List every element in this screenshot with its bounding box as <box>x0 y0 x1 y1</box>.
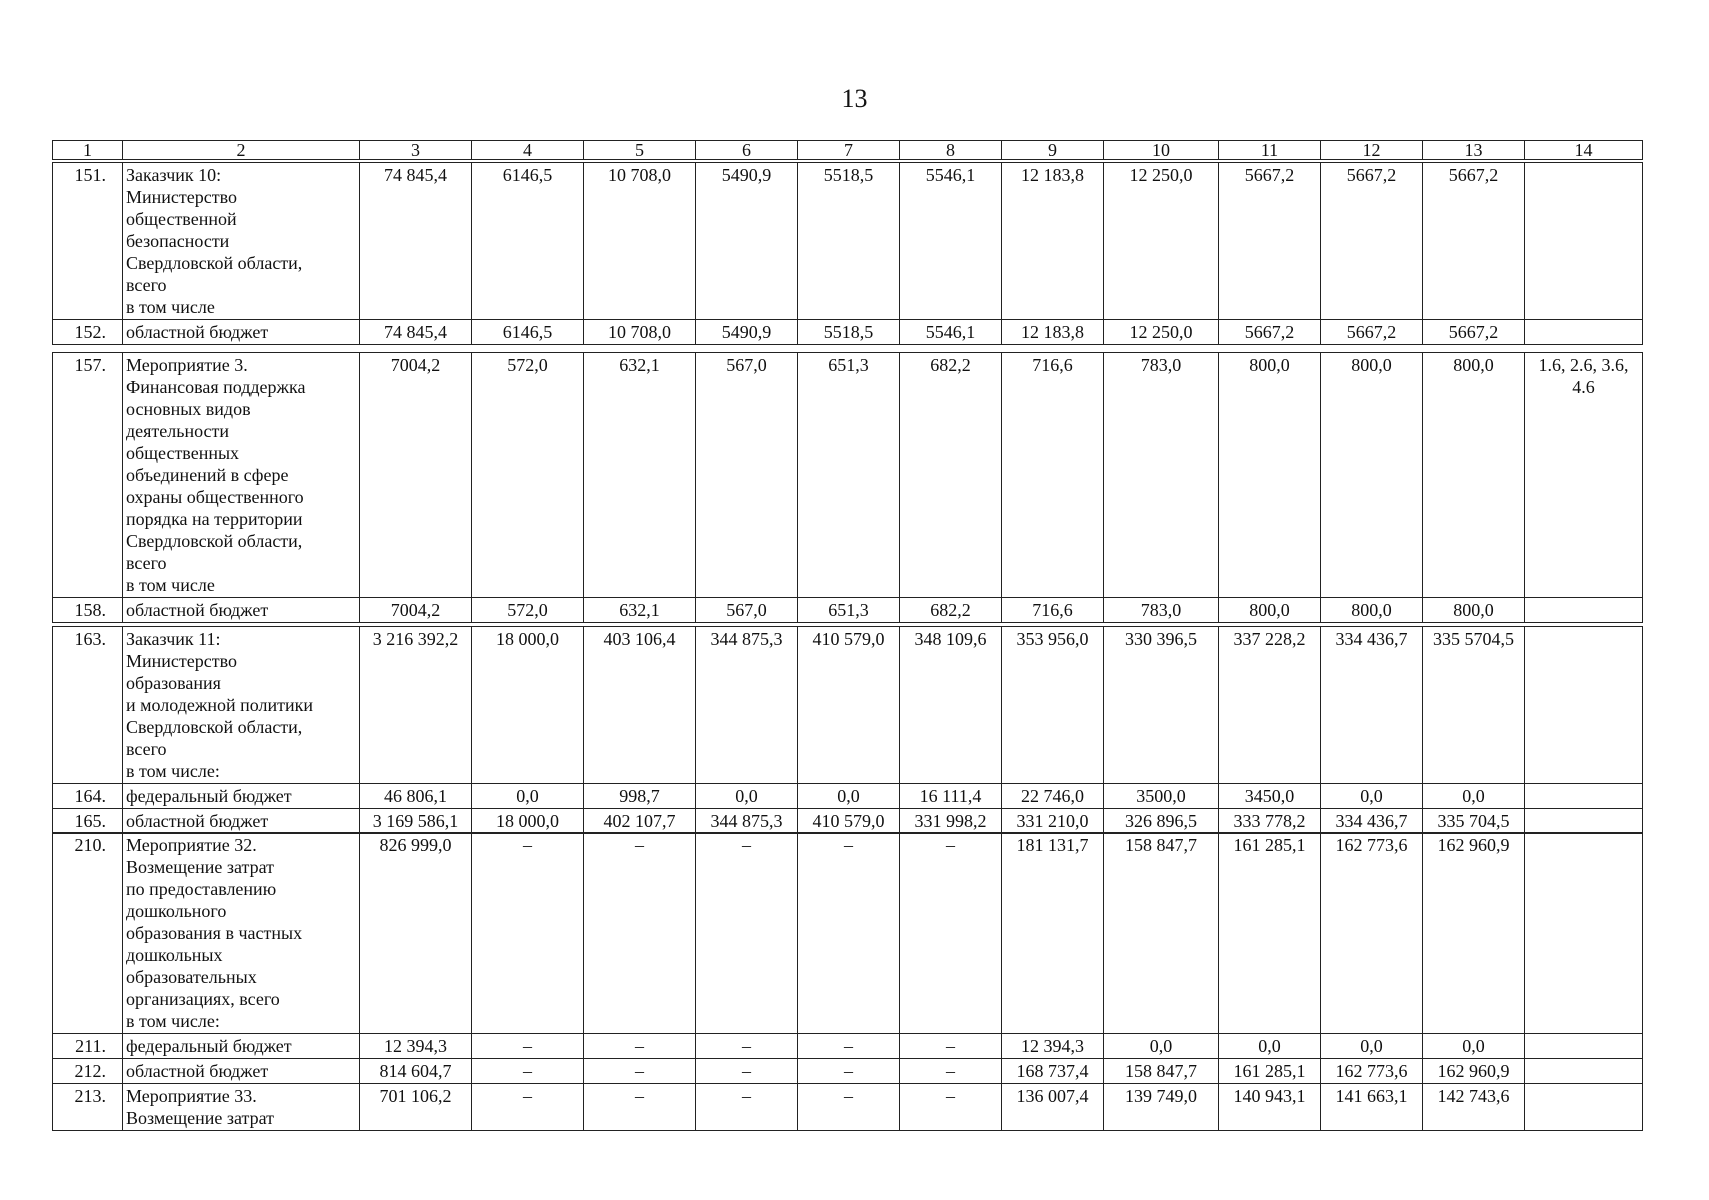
description-line: областной бюджет <box>126 322 269 342</box>
value-cell: 353 956,0 <box>1002 627 1104 784</box>
description-line: образования <box>126 673 221 693</box>
page-number: 13 <box>841 84 868 113</box>
value-cell: 0,0 <box>798 784 900 809</box>
table-row <box>53 627 1643 784</box>
description-line: в том числе <box>126 297 215 317</box>
value-cell: 330 396,5 <box>1104 627 1219 784</box>
value-cell: – <box>584 833 696 1034</box>
description-line: Заказчик 11: <box>126 629 221 649</box>
value-cell: 632,1 <box>584 598 696 623</box>
description-line: дошкольных <box>126 945 223 965</box>
value-cell: 161 285,1 <box>1219 1059 1321 1084</box>
column-number-header: 13 <box>1423 141 1525 160</box>
value-cell: 158 847,7 <box>1104 833 1219 1034</box>
column-number-header: 11 <box>1219 141 1321 160</box>
description-line: всего <box>126 275 167 295</box>
row-number: 213. <box>53 1084 123 1131</box>
description-line: всего <box>126 739 167 759</box>
column-number-header: 14 <box>1525 141 1643 160</box>
value-cell: 344 875,3 <box>696 627 798 784</box>
value-cell: 783,0 <box>1104 598 1219 623</box>
value-cell: 0,0 <box>1219 1034 1321 1059</box>
table-row <box>53 833 1643 1034</box>
target-indicators-cell: 1.6, 2.6, 3.6, 4.6 <box>1525 353 1643 598</box>
target-indicators-cell <box>1525 833 1643 1034</box>
value-cell: 335 704,5 <box>1423 809 1525 834</box>
description-line: объединений в сфере <box>126 465 289 485</box>
description-line: Мероприятие 32. <box>126 835 257 855</box>
description-line: Возмещение затрат <box>126 857 274 877</box>
row-description <box>123 833 360 1034</box>
description-line: охраны общественного <box>126 487 304 507</box>
description-line: общественной <box>126 209 237 229</box>
value-cell: 18 000,0 <box>472 627 584 784</box>
value-cell: 6146,5 <box>472 163 584 320</box>
row-description <box>123 1084 360 1131</box>
value-cell: 651,3 <box>798 353 900 598</box>
row-number: 212. <box>53 1059 123 1084</box>
value-cell: 136 007,4 <box>1002 1084 1104 1131</box>
value-cell: 10 708,0 <box>584 163 696 320</box>
value-cell: 800,0 <box>1423 353 1525 598</box>
value-cell: 5667,2 <box>1423 320 1525 345</box>
value-cell: 18 000,0 <box>472 809 584 834</box>
row-number: 164. <box>53 784 123 809</box>
value-cell: – <box>900 1059 1002 1084</box>
table-row <box>53 598 1643 623</box>
value-cell: 326 896,5 <box>1104 809 1219 834</box>
value-cell: 572,0 <box>472 598 584 623</box>
table-row <box>53 1059 1643 1084</box>
value-cell: 334 436,7 <box>1321 627 1423 784</box>
target-indicators-cell <box>1525 809 1643 834</box>
value-cell: 46 806,1 <box>360 784 472 809</box>
value-cell: 5667,2 <box>1219 163 1321 320</box>
value-cell: – <box>472 833 584 1034</box>
value-cell: 5546,1 <box>900 163 1002 320</box>
value-cell: 632,1 <box>584 353 696 598</box>
description-line: в том числе: <box>126 761 220 781</box>
value-cell: 800,0 <box>1321 598 1423 623</box>
value-cell: – <box>798 833 900 1034</box>
column-number-header: 1 <box>53 141 123 160</box>
value-cell: 10 708,0 <box>584 320 696 345</box>
description-line: порядка на территории <box>126 509 303 529</box>
table-row <box>53 809 1643 834</box>
value-cell: – <box>696 1084 798 1131</box>
value-cell: 701 106,2 <box>360 1084 472 1131</box>
value-cell: 337 228,2 <box>1219 627 1321 784</box>
table-block <box>52 352 1643 623</box>
table-row <box>53 1084 1643 1131</box>
row-description <box>123 598 360 623</box>
table-row <box>53 784 1643 809</box>
value-cell: – <box>472 1034 584 1059</box>
value-cell: 403 106,4 <box>584 627 696 784</box>
value-cell: 800,0 <box>1321 353 1423 598</box>
row-number: 157. <box>53 353 123 598</box>
table-block <box>52 832 1643 1131</box>
value-cell: 567,0 <box>696 353 798 598</box>
description-line: и молодежной политики <box>126 695 313 715</box>
row-number: 210. <box>53 833 123 1034</box>
value-cell: 716,6 <box>1002 598 1104 623</box>
value-cell: 335 5704,5 <box>1423 627 1525 784</box>
table-block <box>52 626 1643 834</box>
value-cell: 3500,0 <box>1104 784 1219 809</box>
column-number-header: 4 <box>472 141 584 160</box>
description-line: образования в частных <box>126 923 303 943</box>
value-cell: – <box>798 1059 900 1084</box>
value-cell: 3 216 392,2 <box>360 627 472 784</box>
table-row <box>53 353 1643 598</box>
value-cell: 142 743,6 <box>1423 1084 1525 1131</box>
value-cell: – <box>900 833 1002 1034</box>
value-cell: 344 875,3 <box>696 809 798 834</box>
description-line: Финансовая поддержка <box>126 377 306 397</box>
value-cell: – <box>798 1034 900 1059</box>
target-indicators-cell <box>1525 627 1643 784</box>
value-cell: 5667,2 <box>1423 163 1525 320</box>
value-cell: 331 210,0 <box>1002 809 1104 834</box>
value-cell: 74 845,4 <box>360 163 472 320</box>
description-line: областной бюджет <box>126 811 269 831</box>
value-cell: 12 394,3 <box>1002 1034 1104 1059</box>
value-cell: 800,0 <box>1423 598 1525 623</box>
value-cell: 0,0 <box>472 784 584 809</box>
row-description <box>123 1059 360 1084</box>
header-row-table <box>52 140 1643 160</box>
value-cell: 12 250,0 <box>1104 320 1219 345</box>
value-cell: 651,3 <box>798 598 900 623</box>
target-indicators-cell <box>1525 1034 1643 1059</box>
value-cell: 410 579,0 <box>798 627 900 784</box>
row-description <box>123 1034 360 1059</box>
description-line: областной бюджет <box>126 1061 269 1081</box>
value-cell: 800,0 <box>1219 598 1321 623</box>
table-row <box>53 320 1643 345</box>
value-cell: 5667,2 <box>1321 163 1423 320</box>
value-cell: – <box>900 1034 1002 1059</box>
row-number: 165. <box>53 809 123 834</box>
value-cell: 5490,9 <box>696 320 798 345</box>
value-cell: 12 394,3 <box>360 1034 472 1059</box>
value-cell: 5667,2 <box>1321 320 1423 345</box>
value-cell: 12 250,0 <box>1104 163 1219 320</box>
description-line: основных видов <box>126 399 251 419</box>
value-cell: – <box>696 1059 798 1084</box>
value-cell: 5546,1 <box>900 320 1002 345</box>
value-cell: 0,0 <box>1321 784 1423 809</box>
value-cell: 998,7 <box>584 784 696 809</box>
column-number-header: 3 <box>360 141 472 160</box>
description-line: Министерство <box>126 651 237 671</box>
value-cell: 5490,9 <box>696 163 798 320</box>
target-indicators-cell <box>1525 320 1643 345</box>
row-number: 151. <box>53 163 123 320</box>
row-description <box>123 627 360 784</box>
description-line: областной бюджет <box>126 600 269 620</box>
value-cell: 139 749,0 <box>1104 1084 1219 1131</box>
value-cell: 12 183,8 <box>1002 320 1104 345</box>
value-cell: 181 131,7 <box>1002 833 1104 1034</box>
value-cell: 74 845,4 <box>360 320 472 345</box>
value-cell: 16 111,4 <box>900 784 1002 809</box>
row-description <box>123 353 360 598</box>
column-number-header: 12 <box>1321 141 1423 160</box>
value-cell: – <box>584 1059 696 1084</box>
description-line: Заказчик 10: <box>126 165 222 185</box>
column-number-header: 10 <box>1104 141 1219 160</box>
description-line: федеральный бюджет <box>126 786 292 806</box>
description-line: Министерство <box>126 187 237 207</box>
value-cell: 168 737,4 <box>1002 1059 1104 1084</box>
value-cell: 162 773,6 <box>1321 833 1423 1034</box>
table-row <box>53 1034 1643 1059</box>
description-line: деятельности <box>126 421 230 441</box>
value-cell: 567,0 <box>696 598 798 623</box>
value-cell: 331 998,2 <box>900 809 1002 834</box>
description-line: дошкольного <box>126 901 227 921</box>
column-number-header: 7 <box>798 141 900 160</box>
value-cell: 783,0 <box>1104 353 1219 598</box>
value-cell: 0,0 <box>1321 1034 1423 1059</box>
header-row <box>53 141 1643 160</box>
description-line: Свердловской области, <box>126 717 303 737</box>
value-cell: – <box>584 1034 696 1059</box>
value-cell: 814 604,7 <box>360 1059 472 1084</box>
value-cell: 0,0 <box>696 784 798 809</box>
description-line: всего <box>126 553 167 573</box>
column-number-header: 6 <box>696 141 798 160</box>
row-description <box>123 784 360 809</box>
description-line: федеральный бюджет <box>126 1036 292 1056</box>
description-line: Мероприятие 33. <box>126 1086 257 1106</box>
row-description <box>123 320 360 345</box>
value-cell: 7004,2 <box>360 353 472 598</box>
target-indicators-cell <box>1525 163 1643 320</box>
value-cell: – <box>696 1034 798 1059</box>
description-line: организациях, всего <box>126 989 280 1009</box>
description-line: образовательных <box>126 967 257 987</box>
value-cell: 140 943,1 <box>1219 1084 1321 1131</box>
value-cell: 3 169 586,1 <box>360 809 472 834</box>
description-line: в том числе <box>126 575 215 595</box>
value-cell: 410 579,0 <box>798 809 900 834</box>
description-line: Свердловской области, <box>126 531 303 551</box>
value-cell: 402 107,7 <box>584 809 696 834</box>
value-cell: 682,2 <box>900 598 1002 623</box>
value-cell: 7004,2 <box>360 598 472 623</box>
value-cell: 5667,2 <box>1219 320 1321 345</box>
row-number: 158. <box>53 598 123 623</box>
value-cell: 5518,5 <box>798 163 900 320</box>
value-cell: 6146,5 <box>472 320 584 345</box>
description-line: Возмещение затрат <box>126 1108 274 1128</box>
value-cell: – <box>798 1084 900 1131</box>
row-number: 152. <box>53 320 123 345</box>
value-cell: 334 436,7 <box>1321 809 1423 834</box>
value-cell: – <box>696 833 798 1034</box>
column-number-header: 9 <box>1002 141 1104 160</box>
value-cell: 141 663,1 <box>1321 1084 1423 1131</box>
target-indicators-cell <box>1525 1084 1643 1131</box>
value-cell: 158 847,7 <box>1104 1059 1219 1084</box>
value-cell: 3450,0 <box>1219 784 1321 809</box>
description-line: в том числе: <box>126 1011 220 1031</box>
value-cell: 682,2 <box>900 353 1002 598</box>
description-line: общественных <box>126 443 240 463</box>
value-cell: 572,0 <box>472 353 584 598</box>
value-cell: 716,6 <box>1002 353 1104 598</box>
row-description <box>123 809 360 834</box>
value-cell: 0,0 <box>1104 1034 1219 1059</box>
value-cell: – <box>472 1084 584 1131</box>
row-number: 211. <box>53 1034 123 1059</box>
column-number-header: 2 <box>123 141 360 160</box>
row-number: 163. <box>53 627 123 784</box>
column-number-header: 5 <box>584 141 696 160</box>
description-line: Мероприятие 3. <box>126 355 248 375</box>
value-cell: 22 746,0 <box>1002 784 1104 809</box>
value-cell: 0,0 <box>1423 784 1525 809</box>
value-cell: – <box>900 1084 1002 1131</box>
target-indicators-cell <box>1525 784 1643 809</box>
value-cell: 0,0 <box>1423 1034 1525 1059</box>
value-cell: 12 183,8 <box>1002 163 1104 320</box>
column-number-header: 8 <box>900 141 1002 160</box>
description-line: по предоставлению <box>126 879 277 899</box>
value-cell: 826 999,0 <box>360 833 472 1034</box>
value-cell: 162 773,6 <box>1321 1059 1423 1084</box>
value-cell: 162 960,9 <box>1423 833 1525 1034</box>
description-line: безопасности <box>126 231 230 251</box>
value-cell: 800,0 <box>1219 353 1321 598</box>
row-description <box>123 163 360 320</box>
value-cell: 333 778,2 <box>1219 809 1321 834</box>
target-indicators-cell <box>1525 1059 1643 1084</box>
table-block <box>52 162 1643 345</box>
value-cell: 161 285,1 <box>1219 833 1321 1034</box>
value-cell: 162 960,9 <box>1423 1059 1525 1084</box>
table-row <box>53 163 1643 320</box>
value-cell: – <box>584 1084 696 1131</box>
target-indicators-cell <box>1525 598 1643 623</box>
value-cell: 5518,5 <box>798 320 900 345</box>
value-cell: – <box>472 1059 584 1084</box>
value-cell: 348 109,6 <box>900 627 1002 784</box>
description-line: Свердловской области, <box>126 253 303 273</box>
